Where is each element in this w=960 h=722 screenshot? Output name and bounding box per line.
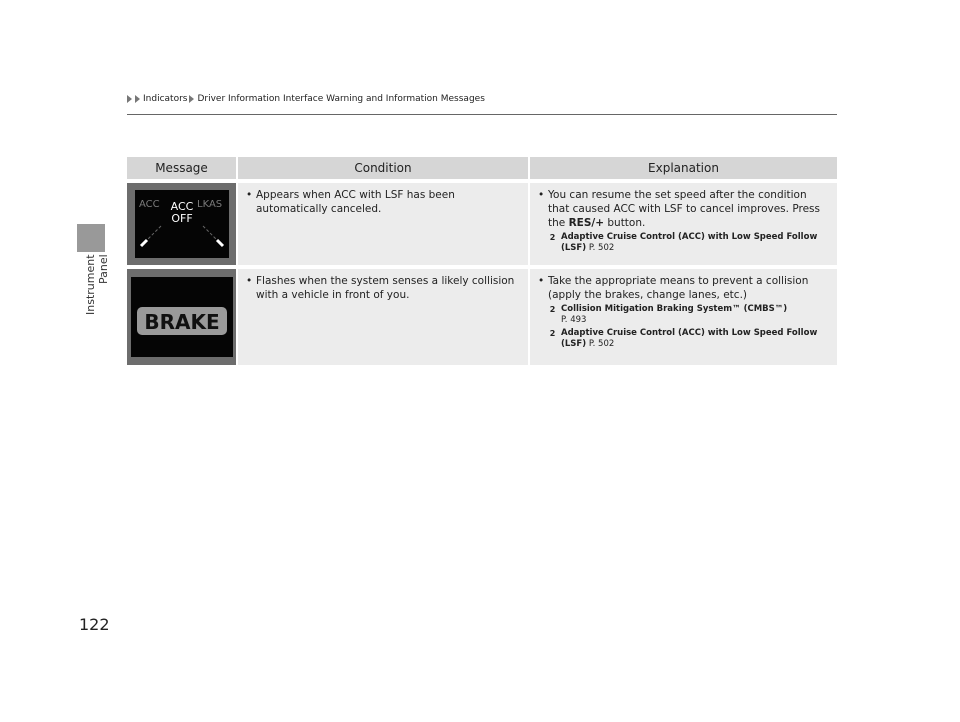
reference-arrow-icon: 2: [549, 305, 556, 314]
breadcrumb-item[interactable]: Indicators: [143, 94, 188, 104]
explanation-text: You can resume the set speed after the condition that caused ACC with LSF to cancel improves. Press the: [548, 189, 820, 229]
reference-page[interactable]: P. 502: [588, 243, 615, 253]
acc-off-display-graphic: [135, 190, 229, 258]
res-button-label: RES/+: [568, 217, 605, 229]
breadcrumb-arrow-icon: [135, 95, 140, 103]
reference-title[interactable]: Adaptive Cruise Control (ACC) with Low Speed Follow (LSF): [561, 328, 818, 349]
section-label: Instrument Panel: [84, 254, 110, 315]
reference-page[interactable]: P. 502: [588, 339, 615, 349]
display-text-lkas: LKAS: [196, 199, 222, 210]
bullet-icon: •: [538, 275, 545, 287]
message-table: [127, 157, 837, 365]
condition-cell: [237, 267, 529, 365]
brake-display-graphic: [131, 277, 233, 357]
table-row: [127, 267, 837, 365]
reference-arrow-icon: 2: [549, 233, 556, 242]
display-text-off: OFF: [170, 212, 193, 225]
reference-page[interactable]: P. 493: [561, 315, 587, 325]
message-display-cell: [127, 267, 237, 365]
explanation-text-end: button.: [604, 217, 646, 229]
bullet-icon: •: [538, 189, 545, 201]
condition-text: Appears when ACC with LSF has been automatically canceled.: [256, 189, 455, 215]
condition-text: Flashes when the system senses a likely collision with a vehicle in front of you.: [256, 275, 515, 301]
reference-title[interactable]: Adaptive Cruise Control (ACC) with Low Speed Follow (LSF): [561, 232, 818, 253]
reference-title[interactable]: Collision Mitigation Braking System™ (CMBS™): [561, 304, 788, 314]
table-row: [127, 181, 837, 267]
acc-off-display-icon: [135, 190, 229, 258]
explanation-cell: [529, 267, 837, 365]
column-header-message: Message: [127, 157, 237, 181]
breadcrumb-item[interactable]: Driver Information Interface Warning and Information Messages: [197, 94, 485, 104]
message-display-cell: [127, 181, 237, 267]
display-text-acc-main: ACC: [170, 200, 193, 213]
breadcrumb: [127, 94, 485, 104]
section-tab-marker: [77, 224, 105, 252]
brake-display-icon: [131, 277, 233, 357]
header-rule: [127, 114, 837, 115]
breadcrumb-arrow-icon: [189, 95, 194, 103]
display-text-acc: ACC: [138, 199, 160, 210]
table-header-row: [127, 157, 837, 181]
cross-reference[interactable]: [538, 304, 831, 326]
bullet-icon: •: [246, 275, 253, 287]
explanation-cell: [529, 181, 837, 267]
column-header-condition: Condition: [237, 157, 529, 181]
condition-cell: [237, 181, 529, 267]
breadcrumb-arrow-icon: [127, 95, 132, 103]
page-number: 122: [79, 615, 110, 634]
reference-arrow-icon: 2: [549, 329, 556, 338]
column-header-explanation: Explanation: [529, 157, 837, 181]
bullet-icon: •: [246, 189, 253, 201]
display-text-brake: BRAKE: [143, 310, 220, 334]
cross-reference[interactable]: [538, 232, 831, 254]
cross-reference[interactable]: [538, 328, 831, 350]
explanation-text: Take the appropriate means to prevent a collision (apply the brakes, change lanes, etc.): [548, 275, 809, 301]
